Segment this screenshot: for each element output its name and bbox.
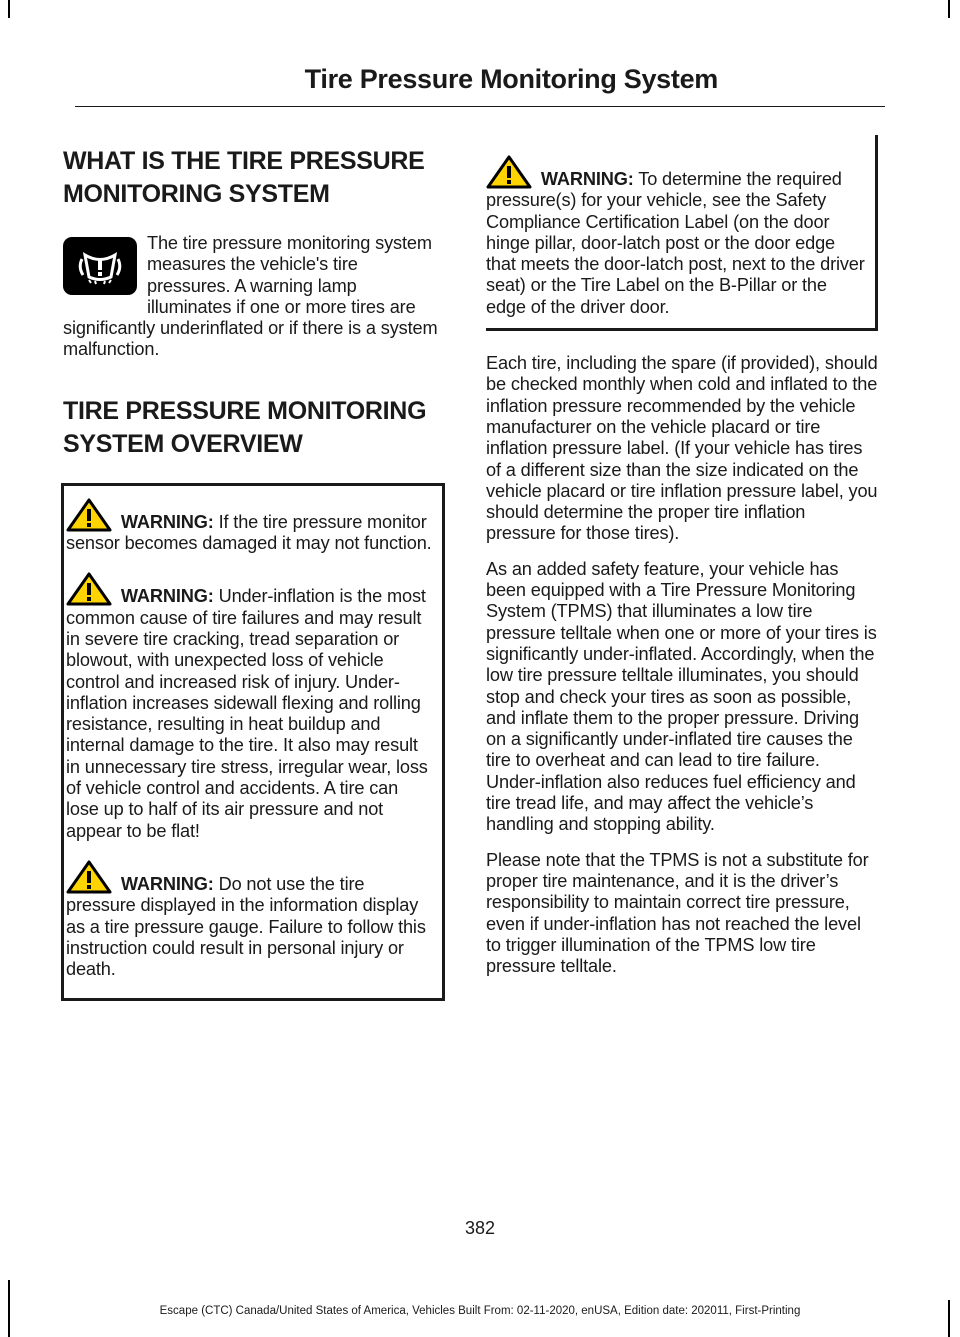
right-column	[486, 145, 878, 991]
body-paragraph: Each tire, including the spare (if provided), should be checked monthly when cold and inflated to the inflation pressure recommended by the vehicle manufacturer on the vehicle placard or tire inflation pressure label. (If your vehicle has tires of a different size than the size indicated on the vehicle placard or tire inflation pressure label, you should determine the proper tire inflation pressure for those tires).	[486, 353, 878, 544]
page-header	[75, 60, 885, 107]
footer-text: Escape (CTC) Canada/United States of America, Vehicles Built From: 02-11-2020, enUSA, Edition date: 202011, First-Printing	[159, 1305, 801, 1317]
section-title: TIRE PRESSURE MONITORING SYSTEM OVERVIEW	[63, 396, 427, 458]
warning-box	[61, 483, 445, 1002]
warning-item	[486, 155, 867, 318]
warning-label: WARNING:	[120, 511, 214, 532]
warning-box	[486, 145, 878, 331]
crop-mark	[8, 0, 10, 18]
body-paragraph: Please note that the TPMS is not a substitute for proper tire maintenance, and it is the driver’s responsibility to maintain correct tire pressure, even if under-inflation has not reached the level to trigger illumination of the TPMS low tire pressure telltale.	[486, 849, 869, 977]
intro-text: The tire pressure monitoring system measures the vehicle's tire pressures. A warning lamp illuminates if one or more tires are significantly underinflated or if there is a system malfunction.	[63, 233, 438, 360]
warning-label: WARNING:	[120, 586, 214, 607]
page-title: Tire Pressure Monitoring System	[304, 64, 718, 94]
warning-label: WARNING:	[540, 169, 634, 189]
warning-item	[66, 498, 434, 555]
warning-triangle-icon	[66, 498, 114, 532]
warning-triangle-icon	[486, 155, 534, 189]
warning-item	[66, 860, 434, 980]
warning-text: Under-inflation is the most common cause of tire failures and may result in severe tire cracking, tread separation or blowout, with unexpected loss of vehicle control and increased risk of injury. Under-inflation increases sidewall flexing and rolling resistance, resulting in heat buildup and internal damage to the tire. It also may result in unnecessary tire stress, irregular wear, loss of vehicle control and accidents. A tire can lose up to half of its air pressure and not appear to be flat!	[66, 586, 428, 841]
warning-text: Do not use the tire pressure displayed in the information display as a tire pressure gauge. Failure to follow this instruction could result in personal injury or death.	[66, 873, 426, 980]
warning-triangle-icon	[66, 860, 114, 894]
left-column	[63, 145, 445, 1001]
intro-block	[63, 233, 445, 361]
page-number: 382	[464, 1218, 496, 1238]
section-title: WHAT IS THE TIRE PRESSURE MONITORING SYSTEM	[63, 147, 425, 208]
tire-pressure-warning-icon	[63, 237, 137, 295]
warning-text: To determine the required pressure(s) for your vehicle, see the Safety Compliance Certification Label (on the door hinge pillar, door-latch post or the door edge that meets the door-latch post, next to the driver seat) or the Tire Label on the B-Pillar or the edge of the driver door.	[486, 169, 865, 317]
body-paragraph: As an added safety feature, your vehicle has been equipped with a Tire Pressure Monitoring System (TPMS) that illuminates a low tire pressure telltale when one or more of your tires is significantly under-inflated. Accordingly, when the low tire pressure telltale illuminates, you should stop and check your tires as soon as possible, and inflate them to the proper pressure. Driving on a significantly under-inflated tire causes the tire to overheat and can lead to tire failure. Under-inflation also reduces fuel efficiency and tire tread life, and may affect the vehicle’s handling and stopping ability.	[486, 558, 877, 835]
crop-mark	[948, 0, 950, 18]
warning-item	[66, 572, 434, 842]
warning-text: If the tire pressure monitor sensor becomes damaged it may not function.	[66, 511, 432, 554]
warning-triangle-icon	[66, 572, 114, 606]
warning-label: WARNING:	[120, 873, 214, 894]
